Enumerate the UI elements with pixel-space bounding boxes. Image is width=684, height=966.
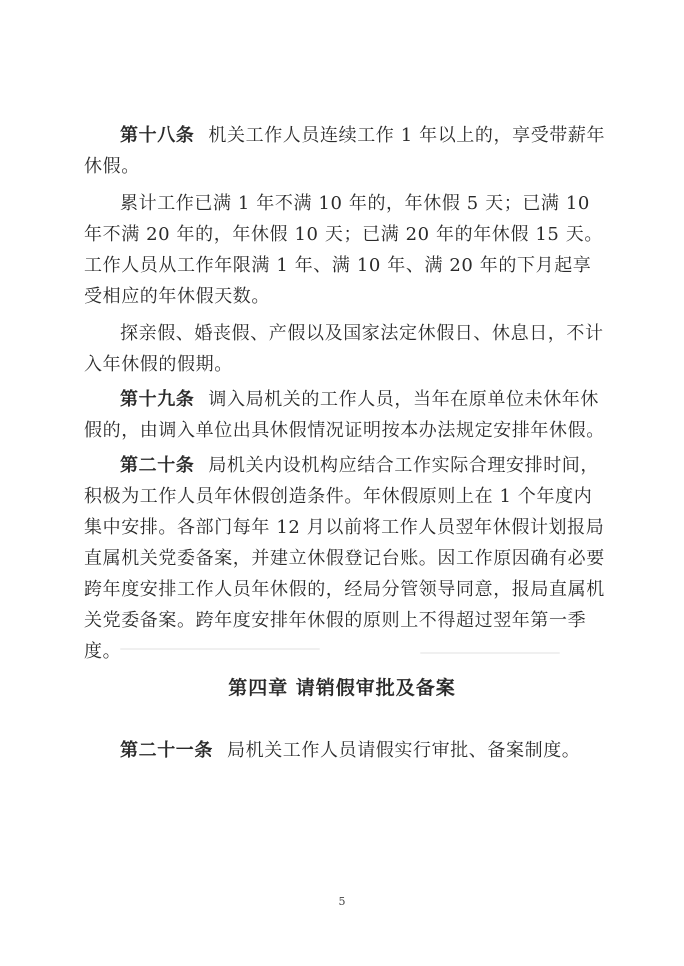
- article-21-heading: 第二十一条: [120, 740, 213, 761]
- article-18-paragraph-3: [84, 318, 606, 380]
- article-19-text: 调入局机关的工作人员，当年在原单位未休年休假的，由调入单位出具休假情况证明按本办法规定安排年休假。: [84, 389, 605, 441]
- article-19-paragraph: [84, 384, 606, 446]
- article-18-paragraph-1: [84, 120, 606, 182]
- article-18-heading: 第十八条: [120, 125, 195, 146]
- article-21-paragraph: [84, 735, 606, 766]
- article-20-text: 局机关内设机构应结合工作实际合理安排时间，积极为工作人员年休假创造条件。年休假原则上在 1 个年度内集中安排。各部门每年 12 月以前将工作人员翌年休假计划报局直属机关党委备案，并建立休假登记台账。因工作原因确有必要跨年度安排工作人员年休假的，经局分管领导同意，报局直属机关党委备案。跨年度安排年休假的原则上不得超过翌年第一季度。: [84, 455, 605, 662]
- article-18-paragraph-3-text: 探亲假、婚丧假、产假以及国家法定休假日、休息日，不计入年休假的假期。: [84, 323, 604, 375]
- article-19-heading: 第十九条: [120, 389, 195, 410]
- article-21-text: 局机关工作人员请假实行审批、备案制度。: [227, 740, 581, 761]
- article-18-block: [84, 120, 606, 667]
- scan-artifact: [420, 652, 560, 654]
- article-21-block: [84, 735, 606, 766]
- chapter-title: 第四章 请销假审批及备案: [228, 677, 456, 699]
- article-20-paragraph: [84, 450, 606, 667]
- article-18-paragraph-2-text: 累计工作已满 1 年不满 10 年的，年休假 5 天；已满 10 年不满 20 年的，年休假 10 天；已满 20 年的年休假 15 天。工作人员从工作年限满 1 年、满 10 年、满 20 年的下月起享受相应的年休假天数。: [84, 193, 603, 307]
- scan-artifact: [120, 648, 320, 650]
- article-18-text: 机关工作人员连续工作 1 年以上的，享受带薪年休假。: [84, 125, 606, 177]
- page-number: 5: [338, 895, 346, 908]
- article-18-paragraph-2: [84, 188, 606, 312]
- article-20-heading: 第二十条: [120, 455, 195, 476]
